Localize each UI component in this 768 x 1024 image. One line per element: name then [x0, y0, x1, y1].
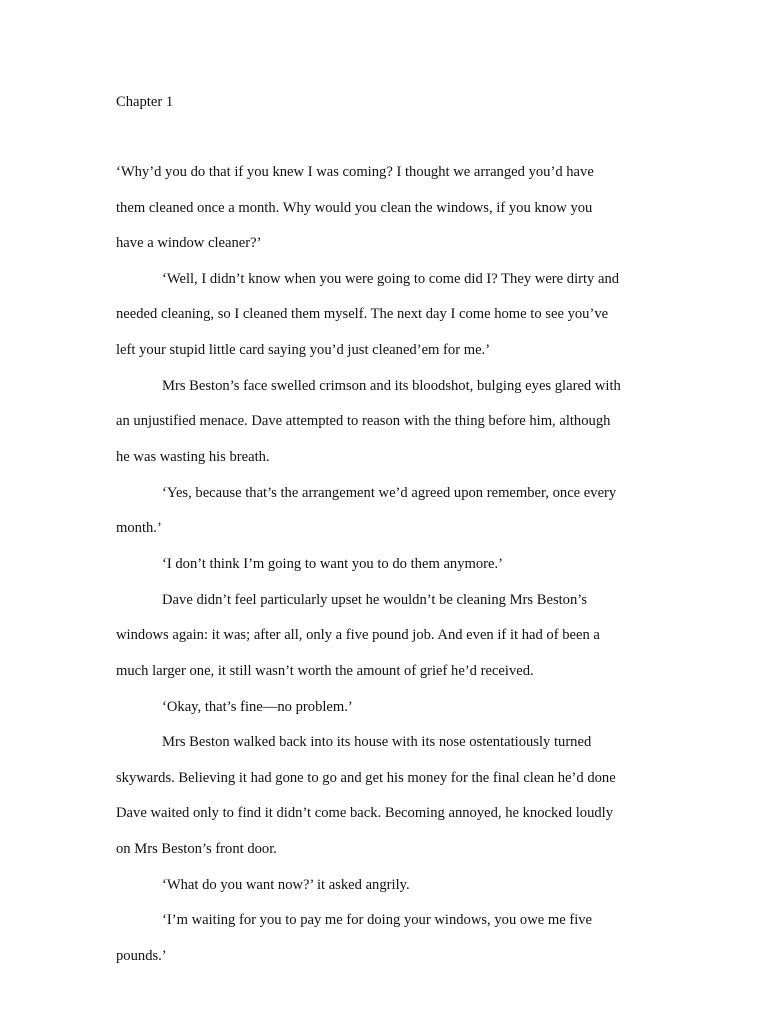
text-line: an unjustified menace. Dave attempted to reason with the thing before him, although [116, 413, 611, 429]
text-line: pounds.’ [116, 948, 167, 964]
text-line: ‘Yes, because that’s the arrangement we’d agreed upon remember, once every [162, 485, 617, 501]
text-line: Dave didn’t feel particularly upset he wouldn’t be cleaning Mrs Beston’s [162, 592, 588, 608]
text-line: ‘I don’t think I’m going to want you to do them anymore.’ [162, 556, 504, 572]
text-line: much larger one, it still wasn’t worth the amount of grief he’d received. [116, 663, 534, 679]
text-line: he was wasting his breath. [116, 449, 270, 465]
text-line: ‘What do you want now?’ it asked angrily. [162, 877, 410, 893]
text-line: on Mrs Beston’s front door. [116, 841, 277, 857]
text-line: left your stupid little card saying you’d just cleaned’em for me.’ [116, 342, 491, 358]
text-line: Mrs Beston walked back into its house with its nose ostentatiously turned [162, 734, 592, 750]
text-line: month.’ [116, 520, 162, 536]
text-line: Dave waited only to find it didn’t come back. Becoming annoyed, he knocked loudly [116, 805, 614, 821]
text-line: them cleaned once a month. Why would you clean the windows, if you know you [116, 200, 593, 216]
text-line: skywards. Believing it had gone to go and get his money for the final clean he’d done [116, 770, 616, 786]
text-line: ‘Okay, that’s fine—no problem.’ [162, 699, 353, 715]
text-line: ‘I’m waiting for you to pay me for doing your windows, you owe me five [162, 912, 593, 928]
chapter-heading: Chapter 1 [116, 94, 174, 110]
text-line: have a window cleaner?’ [116, 235, 262, 251]
text-line: needed cleaning, so I cleaned them myself. The next day I come home to see you’ve [116, 306, 609, 322]
text-line: Mrs Beston’s face swelled crimson and its bloodshot, bulging eyes glared with [162, 378, 621, 394]
text-line: ‘Well, I didn’t know when you were going to come did I? They were dirty and [162, 271, 620, 287]
text-line: ‘Why’d you do that if you knew I was coming? I thought we arranged you’d have [116, 164, 594, 180]
text-line: windows again: it was; after all, only a five pound job. And even if it had of been a [116, 627, 600, 643]
